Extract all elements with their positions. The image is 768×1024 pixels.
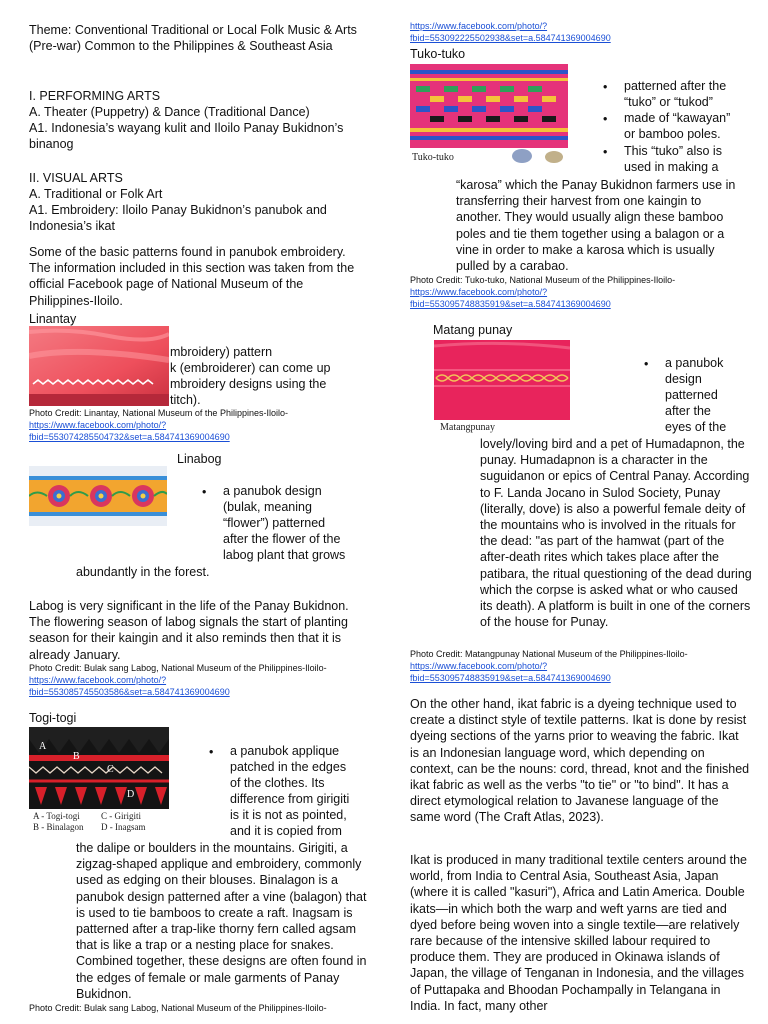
tuko-paragraph: “karosa” which the Panay Bukidnon farmers use in transferring their harvest from one kaingin to another. They would usually align these bamboo poles and tie them together using a balagon or a vine in order to make a karosa which is usually pulled by a carabao. <box>456 178 736 274</box>
linantay-line-2: k (embroiderer) can come up <box>170 361 331 375</box>
matang-punay-caption: Matangpunay <box>440 422 495 433</box>
visual-arts-a1: A1. Embroidery: Iloilo Panay Bukidnon’s panubok and Indonesia’s ikat <box>29 203 327 234</box>
tuko-line-4: or bamboo poles. <box>624 127 721 141</box>
performing-arts-a: A. Theater (Puppetry) & Dance (Traditional Dance) <box>29 105 310 119</box>
togi-togi-line-4: difference from girigiti <box>230 792 350 806</box>
ikat-paragraph-2: Ikat is produced in many traditional textile centers around the world, from India to Central Asia, Southeast Asia, Japan (where it is called "kasuri"), Africa and Latin America. Double ikats—in which both the warp and weft yarns are tied and dyed before being woven into a single textile—are relatively rare because of the intensive skilled labour required to produce them. They are produced in Okinawa islands of Japan, the village of Tenganan in Indonesia, and the villages of Puttapaka and Bhoodan Pochampally in Telangana in India. In fact, many other <box>410 853 747 1013</box>
linantay-photo <box>29 326 169 406</box>
togi-togi-line-2: patched in the edges <box>230 760 347 774</box>
linabog-line-2: (bulak, meaning <box>223 500 312 514</box>
matang-punay-photo <box>434 340 570 436</box>
togi-togi-line-3: of the clothes. Its <box>230 776 325 790</box>
performing-arts-heading: I. PERFORMING ARTS <box>29 89 161 103</box>
matang-line-3: patterned <box>665 388 718 402</box>
linabog-link-2[interactable]: fbid=553085745503586&set=a.584741369004690 <box>29 687 230 697</box>
tuko-bullet-2: • made of “kawayan” <box>624 111 730 125</box>
linantay-line-4: titch). <box>170 393 201 407</box>
matang-link-1[interactable]: https://www.facebook.com/photo/? <box>410 661 548 671</box>
tuko-link-2[interactable]: fbid=553095748835919&set=a.584741369004690 <box>410 299 611 309</box>
legend-inagsam: D - Inagsam <box>101 822 146 832</box>
togi-togi-paragraph: the dalipe or boulders in the mountains. Girigiti, a zigzag-shaped applique and embroidery, commonly used as edging on their blouses. Binalagon is a panubok design patterned after a vine (balagon) that is used to tie bamboos to create a raft. Inagsam is patterned after a trap-like thorny fern called agsam that is like a trap or a nesting place for snakes. Combined together, these designs are often found in the edges of female or male garments of Panay Bukidnon. <box>76 841 367 1001</box>
visual-arts-a: A. Traditional or Folk Art <box>29 187 163 201</box>
tuko-tuko-title: Tuko-tuko <box>410 47 466 61</box>
linantay-credit: Photo Credit: Linantay, National Museum of the Philippines-Iloilo- <box>29 408 288 418</box>
togi-togi-letter: C <box>107 764 114 775</box>
top-link-1[interactable]: https://www.facebook.com/photo/? <box>410 21 548 31</box>
matang-punay-title: Matang punay <box>433 323 513 337</box>
togi-togi-line-5: is it is not as pointed, <box>230 808 347 822</box>
matang-paragraph: lovely/loving bird and a pet of Humadapnon, the punay. Humadapnon is a character in the suguidanon or epics of Central Panay. According to F. Landa Jocano in Sulod Society, Punay (literally, dove) is also a powerful female deity of the mountains who is involved in the rituals for the dead: "as part of the hamwat (part of the after-death rites which takes place after the patibara, the ritual questioning of the dead during which the corpse is asked what or who caused its death). A platform is built in one of the corners of the house for Punay. <box>480 437 752 630</box>
linabog-bullet: • a panubok design <box>223 484 322 498</box>
linabog-title: Linabog <box>177 452 222 466</box>
matang-credit: Photo Credit: Matangpunay National Museum of the Philippines-Iloilo- <box>410 649 688 659</box>
matang-line-4: after the <box>665 404 711 418</box>
tuko-bullet-3: • This “tuko” also is <box>624 144 722 158</box>
panubok-intro-paragraph: Some of the basic patterns found in panubok embroidery. The information included in this section was taken from the official Facebook page of National Museum of the Philippines-Iloilo. <box>29 245 355 308</box>
theme-heading: Theme: Conventional Traditional or Local Folk Music & Arts (Pre-war) Common to the Philippines & Southeast Asia <box>29 23 357 54</box>
linantay-title: Linantay <box>29 312 77 326</box>
legend-binalagon: B - Binalagon <box>33 822 84 832</box>
linantay-link-2[interactable]: fbid=553074285504732&set=a.584741369004690 <box>29 432 230 442</box>
togi-togi-bullet: • a panubok applique <box>230 744 339 758</box>
togi-togi-title: Togi-togi <box>29 711 77 725</box>
linabog-link-1[interactable]: https://www.facebook.com/photo/? <box>29 675 167 685</box>
tuko-credit: Photo Credit: Tuko-tuko, National Museum of the Philippines-Iloilo- <box>410 275 676 285</box>
tuko-bullet-1: • patterned after the <box>624 79 726 93</box>
labog-paragraph: Labog is very significant in the life of the Panay Bukidnon. The flowering season of labog signals the start of planting season for their kaingin and it also reminds then that it is already January. <box>29 599 349 662</box>
tuko-line-2: “tuko” or “tukod” <box>624 95 713 109</box>
linabog-line-6: abundantly in the forest. <box>76 565 210 579</box>
togi-togi-photo <box>29 727 169 835</box>
matang-line-2: design <box>665 372 702 386</box>
matang-bullet: • a panubok <box>665 356 723 370</box>
legend-girigiti: C - Girigiti <box>101 811 141 821</box>
togi-togi-credit: Photo Credit: Bulak sang Labog, National Museum of the Philippines-Iloilo- <box>29 1003 327 1013</box>
tuko-tuko-caption: Tuko-tuko <box>412 152 454 163</box>
togi-togi-letter: A <box>39 741 47 752</box>
linantay-line-3: mbroidery designs using the <box>170 377 327 391</box>
linabog-line-1 <box>223 483 322 499</box>
tuko-tuko-photo <box>410 64 568 166</box>
tuko-line-1 <box>624 78 726 94</box>
matang-line-5: eyes of the <box>665 420 727 434</box>
togi-togi-line-6: and it is copied from <box>230 824 342 838</box>
tuko-line-6: used in making a <box>624 160 719 174</box>
linabog-line-3: “flower”) patterned <box>223 516 326 530</box>
matang-link-2[interactable]: fbid=553095748835919&set=a.584741369004690 <box>410 673 611 683</box>
linabog-line-5: labog plant that grows <box>223 548 346 562</box>
legend-togi-togi: A - Togi-togi <box>33 811 80 821</box>
linantay-link-1[interactable]: https://www.facebook.com/photo/? <box>29 420 167 430</box>
ikat-paragraph-1: On the other hand, ikat fabric is a dyeing technique used to create a distinct style of textile patterns. Ikat is done by resist dyeing sections of the yarns prior to weaving the fabric. Ikat is an Indonesian language word, which depending on context, can be the nouns: cord, thread, knot and the finished ikat fabric as well as the verbs "to tie" or "to bind". It has a direct etymological relation to Javanese language of the same word (The Craft Atlas, 2023). <box>410 697 750 825</box>
matang-line-1 <box>665 355 723 371</box>
top-link-2[interactable]: fbid=553092225502938&set=a.584741369004690 <box>410 33 611 43</box>
tuko-link-1[interactable]: https://www.facebook.com/photo/? <box>410 287 548 297</box>
togi-togi-line-1 <box>230 743 339 759</box>
togi-togi-letter: B <box>73 751 80 762</box>
tuko-line-3 <box>624 110 730 126</box>
linabog-photo <box>29 466 167 526</box>
linabog-line-4: after the flower of the <box>223 532 341 546</box>
linabog-credit: Photo Credit: Bulak sang Labog, National Museum of the Philippines-Iloilo- <box>29 663 327 673</box>
tuko-line-5 <box>624 143 722 159</box>
linantay-line-1: mbroidery) pattern <box>170 345 273 359</box>
togi-togi-letter: D <box>127 789 135 800</box>
performing-arts-a1: A1. Indonesia’s wayang kulit and Iloilo Panay Bukidnon’s binanog <box>29 121 344 152</box>
visual-arts-heading: II. VISUAL ARTS <box>29 171 123 185</box>
